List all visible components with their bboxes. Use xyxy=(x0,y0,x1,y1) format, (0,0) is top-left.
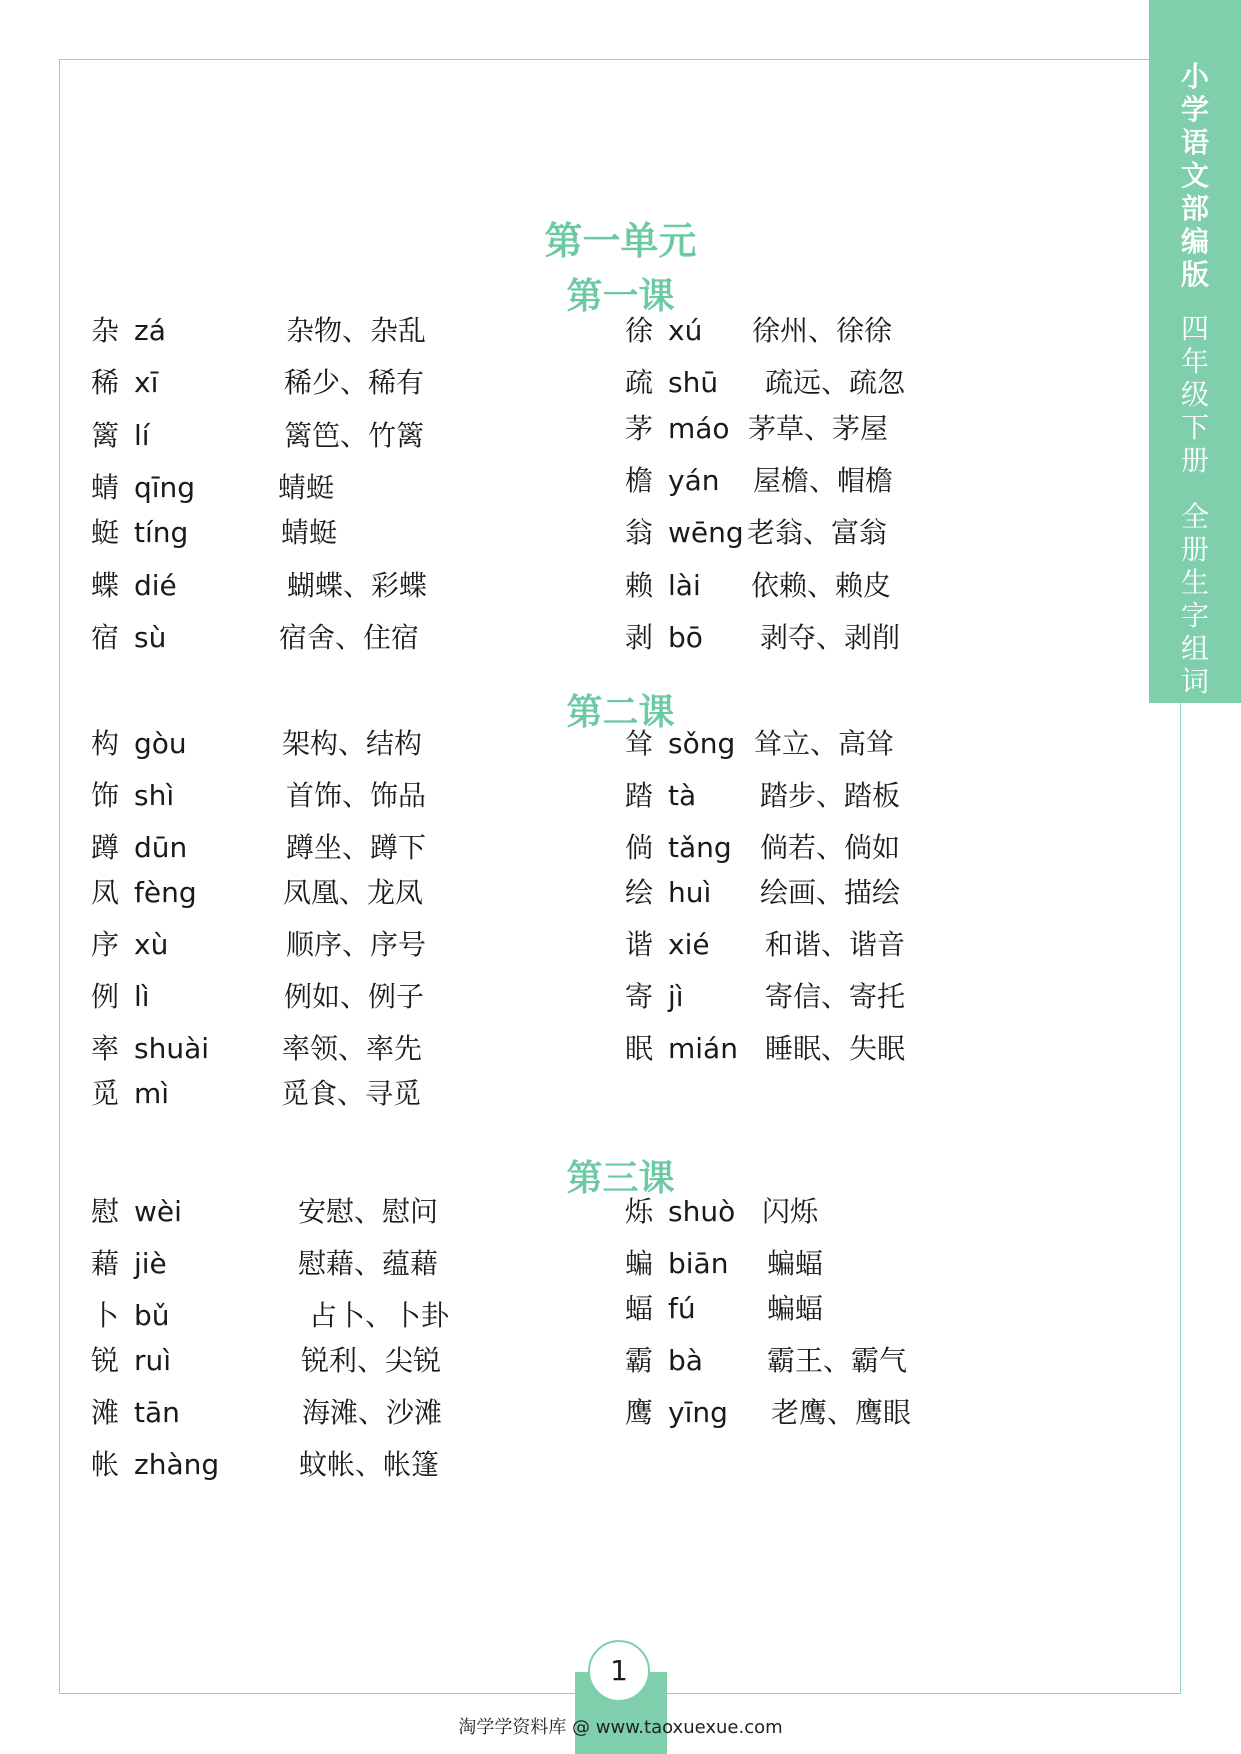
vocab-pinyin: gòu xyxy=(134,727,187,760)
vocab-pinyin: yán xyxy=(668,464,720,497)
vocab-char: 蜻 xyxy=(91,471,120,504)
vocab-words: 蝴蝶、彩蝶 xyxy=(287,569,428,602)
vocab-char: 烁 xyxy=(625,1195,654,1228)
vocab-pinyin: wèi xyxy=(134,1195,182,1228)
vocab-pinyin: biān xyxy=(668,1247,729,1280)
vocab-words: 依赖、赖皮 xyxy=(751,569,892,602)
vocab-pinyin: bà xyxy=(668,1344,703,1377)
vocab-words: 架构、结构 xyxy=(282,727,423,760)
footer-watermark: 淘学学资料库 @ www.taoxuexue.com xyxy=(458,1717,783,1738)
vocab-char: 绘 xyxy=(625,876,654,909)
vocab-pinyin: tǎng xyxy=(668,831,732,864)
vocab-words: 杂物、杂乱 xyxy=(286,314,427,347)
lesson-title: 第二课 xyxy=(566,692,675,733)
vocab-char: 宿 xyxy=(91,621,120,654)
vocab-pinyin: máo xyxy=(668,412,730,445)
vocab-pinyin: zhàng xyxy=(134,1448,220,1481)
vocab-words: 徐州、徐徐 xyxy=(752,314,893,347)
vocab-words: 倘若、倘如 xyxy=(760,831,901,864)
vocab-words: 蜻蜓 xyxy=(281,516,338,549)
vocab-char: 鹰 xyxy=(625,1396,654,1429)
side-tab xyxy=(1149,0,1241,703)
vocab-pinyin: tíng xyxy=(134,516,189,549)
vocab-char: 藉 xyxy=(91,1247,120,1280)
vocab-char: 帐 xyxy=(91,1448,120,1481)
vocab-words: 寄信、寄托 xyxy=(765,980,906,1013)
unit-title: 第一单元 xyxy=(544,219,697,263)
vocab-char: 徐 xyxy=(625,314,654,347)
vocab-words: 老翁、富翁 xyxy=(747,516,888,549)
vocab-words: 耸立、高耸 xyxy=(754,727,895,760)
vocab-words: 凤凰、龙凤 xyxy=(283,876,424,909)
vocab-words: 闪烁 xyxy=(762,1195,819,1228)
vocab-words: 蝙蝠 xyxy=(767,1292,824,1325)
vocab-pinyin: zá xyxy=(134,314,166,347)
vocab-char: 踏 xyxy=(625,779,654,812)
vocab-pinyin: shū xyxy=(668,366,719,399)
vocab-words: 觅食、寻觅 xyxy=(281,1077,422,1110)
vocab-char: 霸 xyxy=(625,1344,654,1377)
vocab-pinyin: dié xyxy=(134,569,177,602)
vocab-words: 海滩、沙滩 xyxy=(302,1396,443,1429)
vocab-char: 谐 xyxy=(625,928,654,961)
lesson-title: 第三课 xyxy=(566,1158,675,1199)
vocab-pinyin: wēng xyxy=(668,516,744,549)
vocab-char: 饰 xyxy=(91,779,120,812)
vocab-pinyin: fú xyxy=(668,1292,696,1325)
vocab-char: 眠 xyxy=(625,1032,654,1065)
vocab-pinyin: sǒng xyxy=(668,727,736,760)
vocab-words: 安慰、慰问 xyxy=(298,1195,439,1228)
vocab-words: 率领、率先 xyxy=(282,1032,423,1065)
side-tab-title: 小 学 语 文 部 编 版 xyxy=(1180,60,1209,291)
vocab-pinyin: shuò xyxy=(668,1195,736,1228)
vocab-words: 霸王、霸气 xyxy=(767,1344,908,1377)
vocab-char: 蹲 xyxy=(91,831,120,864)
vocab-pinyin: dūn xyxy=(134,831,188,864)
vocab-char: 构 xyxy=(91,727,120,760)
vocab-words: 占卜、卜卦 xyxy=(309,1299,450,1332)
vocab-char: 耸 xyxy=(625,727,654,760)
vocab-pinyin: xù xyxy=(134,928,169,961)
vocab-char: 稀 xyxy=(91,366,120,399)
vocab-char: 赖 xyxy=(625,569,654,602)
vocab-char: 茅 xyxy=(625,412,654,445)
vocab-words: 顺序、序号 xyxy=(286,928,427,961)
side-tab-grade: 四 年 级 下 册 xyxy=(1180,312,1209,477)
vocab-char: 蜓 xyxy=(91,516,120,549)
vocab-pinyin: shuài xyxy=(134,1032,210,1065)
vocab-char: 序 xyxy=(91,928,120,961)
vocab-char: 蝙 xyxy=(625,1247,654,1280)
vocab-char: 率 xyxy=(91,1032,120,1065)
vocab-char: 蝠 xyxy=(625,1292,654,1325)
lesson-title: 第一课 xyxy=(566,276,675,317)
vocab-words: 宿舍、住宿 xyxy=(279,621,420,654)
vocab-char: 例 xyxy=(91,980,120,1013)
vocab-words: 绘画、描绘 xyxy=(760,876,901,909)
vocab-pinyin: sù xyxy=(134,621,167,654)
vocab-pinyin: xú xyxy=(668,314,703,347)
vocab-char: 滩 xyxy=(91,1396,120,1429)
vocab-words: 蹲坐、蹲下 xyxy=(286,831,427,864)
vocab-words: 蜻蜓 xyxy=(278,471,335,504)
vocab-words: 踏步、踏板 xyxy=(760,779,901,812)
vocab-pinyin: xī xyxy=(134,366,159,399)
vocab-pinyin: qīng xyxy=(134,471,196,504)
vocab-pinyin: xié xyxy=(668,928,710,961)
vocab-char: 卜 xyxy=(91,1299,120,1332)
vocab-pinyin: lì xyxy=(134,980,150,1013)
vocab-pinyin: lí xyxy=(134,419,150,452)
vocab-char: 慰 xyxy=(91,1195,120,1228)
vocab-words: 蚊帐、帐篷 xyxy=(299,1448,440,1481)
vocab-words: 稀少、稀有 xyxy=(284,366,425,399)
vocab-pinyin: shì xyxy=(134,779,175,812)
vocab-char: 杂 xyxy=(91,314,120,347)
vocab-char: 檐 xyxy=(625,464,654,497)
vocab-words: 茅草、茅屋 xyxy=(748,412,889,445)
vocab-words: 老鹰、鹰眼 xyxy=(771,1396,912,1429)
vocab-words: 疏远、疏忽 xyxy=(765,366,906,399)
vocab-pinyin: bǔ xyxy=(134,1299,170,1332)
vocab-pinyin: fèng xyxy=(134,876,197,909)
vocab-char: 锐 xyxy=(91,1344,120,1377)
vocab-char: 疏 xyxy=(625,366,654,399)
vocab-char: 篱 xyxy=(91,419,120,452)
vocab-pinyin: tān xyxy=(134,1396,180,1429)
vocab-pinyin: bō xyxy=(668,621,703,654)
vocab-char: 凤 xyxy=(91,876,120,909)
vocab-words: 屋檐、帽檐 xyxy=(753,464,894,497)
vocab-words: 例如、例子 xyxy=(284,980,425,1013)
vocab-pinyin: tà xyxy=(668,779,697,812)
vocab-pinyin: mì xyxy=(134,1077,170,1110)
vocab-pinyin: jiè xyxy=(134,1247,167,1280)
vocab-words: 篱笆、竹篱 xyxy=(284,419,425,452)
vocab-words: 首饰、饰品 xyxy=(286,779,427,812)
vocab-char: 觅 xyxy=(91,1077,120,1110)
vocab-words: 剥夺、剥削 xyxy=(760,621,901,654)
page-number: 1 xyxy=(588,1640,650,1702)
vocab-char: 翁 xyxy=(625,516,654,549)
vocab-char: 寄 xyxy=(625,980,654,1013)
vocab-words: 慰藉、蕴藉 xyxy=(298,1247,439,1280)
vocab-char: 蝶 xyxy=(91,569,120,602)
vocab-words: 和谐、谐音 xyxy=(765,928,906,961)
vocab-words: 蝙蝠 xyxy=(767,1247,824,1280)
vocab-pinyin: mián xyxy=(668,1032,738,1065)
vocab-char: 倘 xyxy=(625,831,654,864)
vocab-pinyin: jì xyxy=(668,980,684,1013)
vocab-pinyin: ruì xyxy=(134,1344,172,1377)
vocab-words: 锐利、尖锐 xyxy=(301,1344,442,1377)
vocab-pinyin: lài xyxy=(668,569,701,602)
side-tab-subject: 全 册 生 字 组 词 xyxy=(1180,500,1209,698)
vocab-pinyin: huì xyxy=(668,876,712,909)
vocab-pinyin: yīng xyxy=(668,1396,728,1429)
vocab-words: 睡眠、失眠 xyxy=(765,1032,906,1065)
vocab-char: 剥 xyxy=(625,621,654,654)
